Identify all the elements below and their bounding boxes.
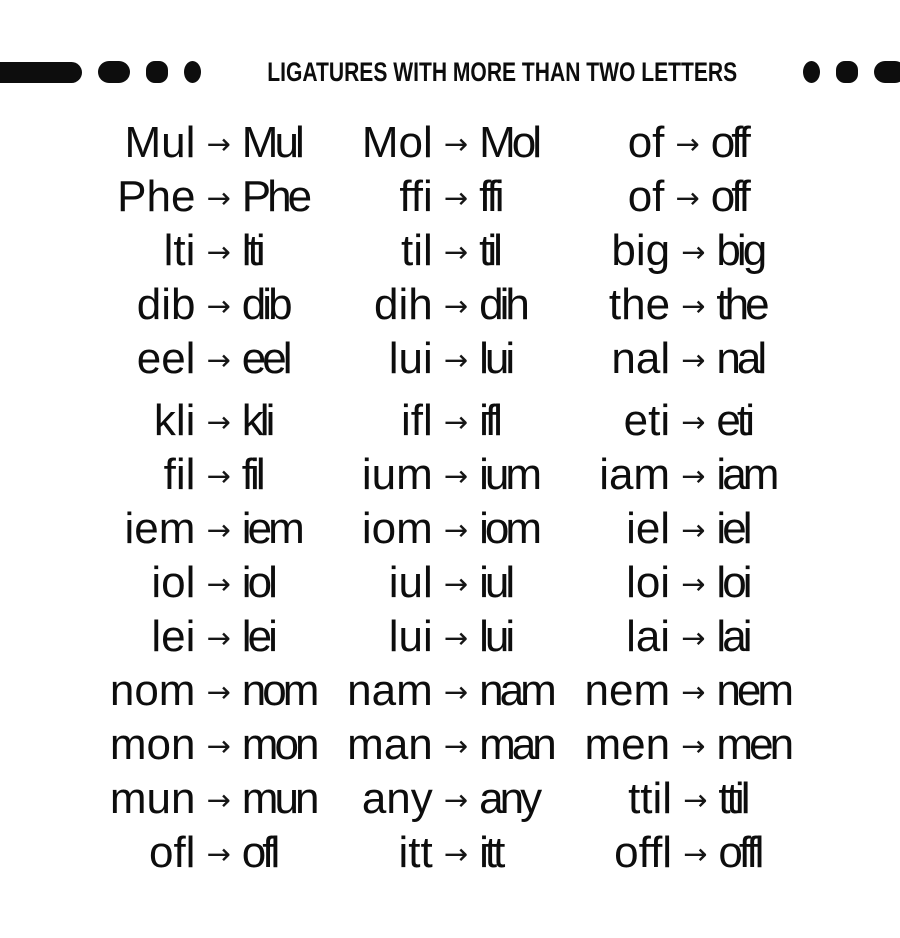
ligature-text: lai: [716, 612, 749, 661]
ligature-text: any: [479, 774, 539, 823]
source-text: kli: [153, 396, 196, 445]
source-text: any: [361, 774, 433, 823]
ligature-pair: [331, 772, 568, 826]
ligature-text: iom: [479, 504, 539, 553]
arrow-icon: →: [206, 342, 231, 377]
arrow-icon: →: [681, 512, 706, 547]
source-text: lui: [388, 334, 433, 383]
source-text: loi: [626, 558, 671, 607]
ligature-pair: [569, 116, 806, 170]
ligature-text: men: [716, 720, 791, 769]
ligature-text: Phe: [241, 172, 309, 221]
ligature-text: ium: [479, 450, 539, 499]
ligature-pair: [569, 664, 806, 718]
ligature-text: Mol: [479, 118, 539, 167]
arrow-icon: →: [443, 512, 469, 547]
source-text: lui: [388, 612, 433, 661]
ligature-text: off: [710, 118, 747, 167]
ligature-pair: [94, 556, 331, 610]
arrow-icon: →: [443, 404, 469, 439]
ligature-text: kli: [241, 396, 272, 445]
ligature-text: offl: [718, 828, 761, 877]
arrow-icon: →: [206, 404, 231, 439]
ligature-text: til: [479, 226, 499, 275]
arrow-icon: →: [206, 288, 231, 323]
ligature-text: mun: [241, 774, 316, 823]
arrow-icon: →: [206, 836, 231, 871]
arrow-icon: →: [675, 180, 700, 215]
ligature-pair: [569, 448, 806, 502]
ligature-pair: [569, 394, 806, 448]
arrow-icon: →: [206, 728, 231, 763]
arrow-icon: →: [206, 180, 231, 215]
ligature-pair: [569, 556, 806, 610]
ligature-pair: [94, 772, 331, 826]
arrow-icon: →: [443, 288, 469, 323]
ligature-pair: [569, 170, 806, 224]
arrow-icon: →: [675, 126, 700, 161]
source-text: offl: [614, 828, 673, 877]
ligature-pair: [331, 394, 568, 448]
arrow-icon: →: [681, 404, 706, 439]
ligature-text: big: [716, 226, 764, 275]
ligature-pair: [331, 224, 568, 278]
source-text: eti: [623, 396, 671, 445]
header: [0, 58, 900, 86]
arrow-icon: →: [683, 836, 708, 871]
arrow-icon: →: [683, 782, 708, 817]
source-text: of: [627, 172, 665, 221]
source-text: iam: [599, 450, 671, 499]
arrow-icon: →: [443, 180, 469, 215]
ligature-pair: [331, 826, 568, 880]
source-text: the: [608, 280, 671, 329]
ligature-pair: [94, 224, 331, 278]
ligature-pair: [94, 170, 331, 224]
ligature-text: nal: [716, 334, 764, 383]
source-text: dib: [136, 280, 196, 329]
page-title: LIGATURES WITH MORE THAN TWO LETTERS: [267, 56, 738, 87]
arrow-icon: →: [681, 458, 706, 493]
source-text: ium: [361, 450, 433, 499]
arrow-icon: →: [681, 234, 706, 269]
ligature-text: iem: [241, 504, 301, 553]
ligature-pair: [331, 718, 568, 772]
dot-ellipse-icon: [803, 61, 820, 83]
source-text: man: [347, 720, 433, 769]
arrow-icon: →: [681, 342, 706, 377]
ligature-pair: [94, 394, 331, 448]
ligature-pair: [331, 170, 568, 224]
source-text: fil: [163, 450, 196, 499]
ligature-pair: [569, 502, 806, 556]
ligature-text: loi: [716, 558, 749, 607]
ligature-text: ttil: [718, 774, 747, 823]
arrow-icon: →: [681, 566, 706, 601]
ligature-pair: [331, 116, 568, 170]
source-text: mon: [109, 720, 196, 769]
ligature-pair: [94, 718, 331, 772]
ligature-text: eti: [716, 396, 752, 445]
ligature-pair: [569, 610, 806, 664]
source-text: of: [627, 118, 665, 167]
source-text: iol: [151, 558, 196, 607]
ligature-pair: [94, 610, 331, 664]
ligature-text: lui: [479, 612, 512, 661]
source-text: nem: [584, 666, 671, 715]
source-text: iel: [626, 504, 671, 553]
arrow-icon: →: [443, 342, 469, 377]
ligature-pair: [569, 772, 806, 826]
source-text: nom: [109, 666, 196, 715]
arrow-icon: →: [206, 126, 231, 161]
ligature-grid: [94, 116, 806, 880]
arrow-icon: →: [443, 782, 469, 817]
ligature-text: lei: [241, 612, 274, 661]
ligature-pair: [94, 332, 331, 386]
ligature-text: nom: [241, 666, 316, 715]
dot-squircle-icon: [146, 61, 168, 83]
ligature-pair: [569, 332, 806, 386]
ligature-pair: [94, 116, 331, 170]
ligature-text: ifl: [479, 396, 499, 445]
source-text: Mol: [361, 118, 433, 167]
ligature-text: dih: [479, 280, 526, 329]
ligature-pair: [569, 278, 806, 332]
arrow-icon: →: [681, 674, 706, 709]
arrow-icon: →: [443, 566, 469, 601]
ligature-pair: [331, 556, 568, 610]
ligature-pair: [569, 224, 806, 278]
ligature-text: mon: [241, 720, 316, 769]
dot-pill-icon: [98, 61, 130, 83]
ligature-text: itt: [479, 828, 502, 877]
arrow-icon: →: [206, 674, 231, 709]
ligature-pair: [94, 448, 331, 502]
ligature-text: fil: [241, 450, 262, 499]
header-bar-left: [0, 62, 82, 83]
ligature-pair: [331, 448, 568, 502]
arrow-icon: →: [443, 620, 469, 655]
arrow-icon: →: [206, 620, 231, 655]
source-text: lei: [151, 612, 196, 661]
ligature-text: lui: [479, 334, 512, 383]
arrow-icon: →: [443, 674, 469, 709]
ligature-text: iam: [716, 450, 776, 499]
source-text: iul: [388, 558, 433, 607]
arrow-icon: →: [443, 836, 469, 871]
ligature-pair: [331, 664, 568, 718]
arrow-icon: →: [206, 512, 231, 547]
source-text: itt: [398, 828, 433, 877]
ligature-text: eel: [241, 334, 289, 383]
source-text: Mul: [124, 118, 196, 167]
source-text: ifl: [400, 396, 433, 445]
arrow-icon: →: [443, 126, 469, 161]
arrow-icon: →: [206, 782, 231, 817]
ligature-pair: [94, 278, 331, 332]
arrow-icon: →: [206, 566, 231, 601]
ligature-text: Mul: [241, 118, 301, 167]
dot-pill-icon: [874, 61, 900, 83]
header-dots-left: [82, 61, 201, 83]
arrow-icon: →: [681, 728, 706, 763]
dot-ellipse-icon: [184, 61, 201, 83]
ligature-text: ofl: [241, 828, 277, 877]
source-text: nal: [611, 334, 671, 383]
ligature-text: nem: [716, 666, 791, 715]
ligature-text: nam: [479, 666, 553, 715]
ligature-text: the: [716, 280, 766, 329]
ligature-pair: [331, 610, 568, 664]
source-text: eel: [136, 334, 196, 383]
source-text: ofl: [148, 828, 196, 877]
ligature-text: off: [710, 172, 747, 221]
source-text: iem: [124, 504, 196, 553]
arrow-icon: →: [681, 288, 706, 323]
source-text: mun: [109, 774, 196, 823]
source-text: iom: [361, 504, 433, 553]
ligature-text: iul: [479, 558, 512, 607]
dot-squircle-icon: [836, 61, 858, 83]
ligature-text: iol: [241, 558, 274, 607]
ligature-text: iel: [716, 504, 749, 553]
arrow-icon: →: [443, 234, 469, 269]
ligature-pair: [94, 502, 331, 556]
ligature-text: lti: [241, 226, 262, 275]
source-text: men: [584, 720, 671, 769]
ligature-pair: [331, 332, 568, 386]
arrow-icon: →: [206, 458, 231, 493]
source-text: nam: [347, 666, 433, 715]
source-text: ttil: [628, 774, 673, 823]
arrow-icon: →: [443, 728, 469, 763]
header-dots-right: [803, 61, 900, 83]
ligature-text: ffi: [479, 172, 501, 221]
source-text: lti: [163, 226, 196, 275]
ligature-pair: [331, 502, 568, 556]
source-text: dih: [374, 280, 433, 329]
ligature-text: man: [479, 720, 553, 769]
ligature-pair: [569, 826, 806, 880]
ligature-text: dib: [241, 280, 289, 329]
source-text: til: [400, 226, 433, 275]
source-text: Phe: [117, 172, 196, 221]
ligature-pair: [569, 718, 806, 772]
source-text: ffi: [399, 172, 433, 221]
arrow-icon: →: [681, 620, 706, 655]
ligature-pair: [94, 664, 331, 718]
ligature-pair: [331, 278, 568, 332]
arrow-icon: →: [206, 234, 231, 269]
ligature-pair: [94, 826, 331, 880]
source-text: big: [611, 226, 671, 275]
arrow-icon: →: [443, 458, 469, 493]
source-text: lai: [626, 612, 671, 661]
